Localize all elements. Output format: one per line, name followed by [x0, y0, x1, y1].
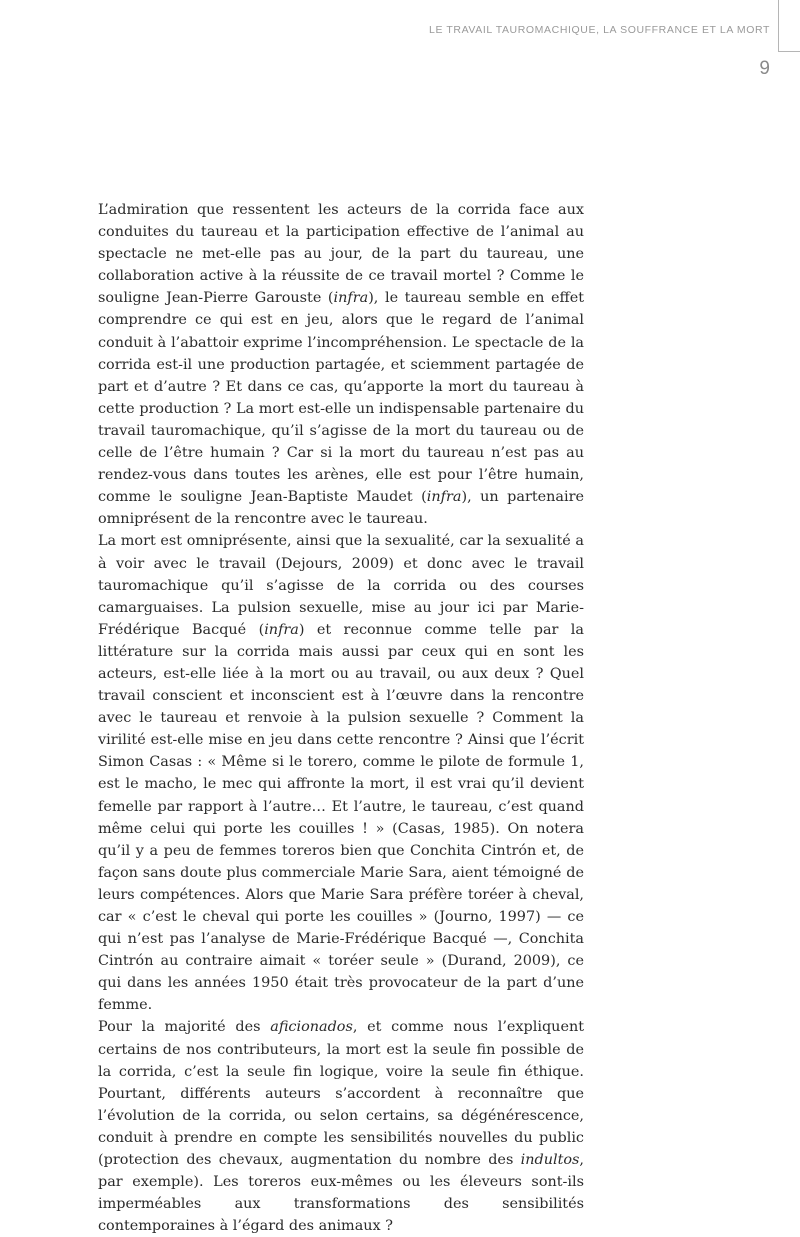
- italic-text-run: aficionados: [270, 1019, 353, 1036]
- running-head: LE TRAVAIL TAUROMACHIQUE, LA SOUFFRANCE ET LA MORT: [429, 24, 770, 36]
- italic-text-run: infra: [264, 621, 299, 638]
- text-run: Pour la majorité des: [98, 1019, 271, 1036]
- text-run: ) et reconnue comme telle par la littérature sur la corrida mais aussi par ceux qui en sont les acteurs, est-elle liée à la mort ou au travail, ou aux deux ? Quel travail conscient et inconscient est à l’œuvre dans la rencontre avec le taureau et renvoie à la pulsion sexuelle ? Comment la virilité est-elle mise en jeu dans cette rencontre ? Ainsi que l’écrit Simon Casas : « Même si le torero, comme le pilote de formule 1, est le macho, le mec qui affronte la mort, il est vrai qu’il devient femelle par rapport à l’autre… Et l’autre, le taureau, c’est quand même celui qui porte les couilles ! » (Casas, 1985). On notera qu’il y a peu de femmes toreros bien que Conchita Cintrón et, de façon sans doute plus commerciale Marie Sara, aient témoigné de leurs compétences. Alors que Marie Sara préfère toréer à cheval, car « c’est le cheval qui porte les couilles » (Journo, 1997) — ce qui n’est pas l’analyse de Marie-Frédérique Bacqué —, Conchita Cintrón au contraire aimait « toréer seule » (Durand, 2009), ce qui dans les années 1950 était très provocateur de la part d’une femme.: [98, 621, 584, 1014]
- paragraph: [98, 1016, 584, 1237]
- italic-text-run: infra: [333, 290, 369, 307]
- italic-text-run: infra: [426, 489, 462, 506]
- text-run: L’admiration que ressentent les acteurs de la corrida face aux conduites du taureau et la participation effective de l’animal au spectacle ne met-elle pas au jour, de la part du taureau, une collaboration active à la réussite de ce travail mortel ? Comme le souligne Jean-Pierre Garouste (: [98, 202, 584, 307]
- body-text: [98, 199, 584, 1237]
- text-run: , et comme nous l’expliquent certains de nos contributeurs, la mort est la seule fin possible de la corrida, c’est la seule fin logique, voire la seule fin éthique. Pourtant, différents auteurs s’accordent à reconnaître que l’évolution de la corrida, ou selon certains, sa dégénérescence, conduit à prendre en compte les sensibilités nouvelles du public (protection des chevaux, augmentation du nombre des: [98, 1019, 585, 1169]
- text-run: ), un partenaire omniprésent de la rencontre avec le taureau.: [98, 489, 584, 528]
- header-corner-rule: [778, 0, 800, 52]
- italic-text-run: indultos: [520, 1152, 580, 1169]
- paragraph: [98, 530, 584, 1016]
- text-run: , par exemple). Les toreros eux-mêmes ou les éleveurs sont-ils imperméables aux transformations des sensibilités contemporaines à l’égard des animaux ?: [98, 1152, 584, 1235]
- paragraph: [98, 199, 584, 530]
- page-number: 9: [759, 58, 770, 79]
- text-run: ), le taureau semble en effet comprendre ce qui est en jeu, alors que le regard de l’animal conduit à l’abattoir exprime l’incompréhension. Le spectacle de la corrida est-il une production partagée, et sciemment partagée de part et d’autre ? Et dans ce cas, qu’apporte la mort du taureau à cette production ? La mort est-elle un indispensable partenaire du travail tauromachique, qu’il s’agisse de la mort du taureau ou de celle de l’être humain ? Car si la mort du taureau n’est pas au rendez-vous dans toutes les arènes, elle est pour l’être humain, comme le souligne Jean-Baptiste Maudet (: [98, 290, 584, 506]
- text-run: La mort est omniprésente, ainsi que la sexualité, car la sexualité a à voir avec le travail (Dejours, 2009) et donc avec le travail tauromachique qu’il s’agisse de la corrida ou des courses camarguaises. La pulsion sexuelle, mise au jour ici par Marie-Frédérique Bacqué (: [98, 533, 584, 638]
